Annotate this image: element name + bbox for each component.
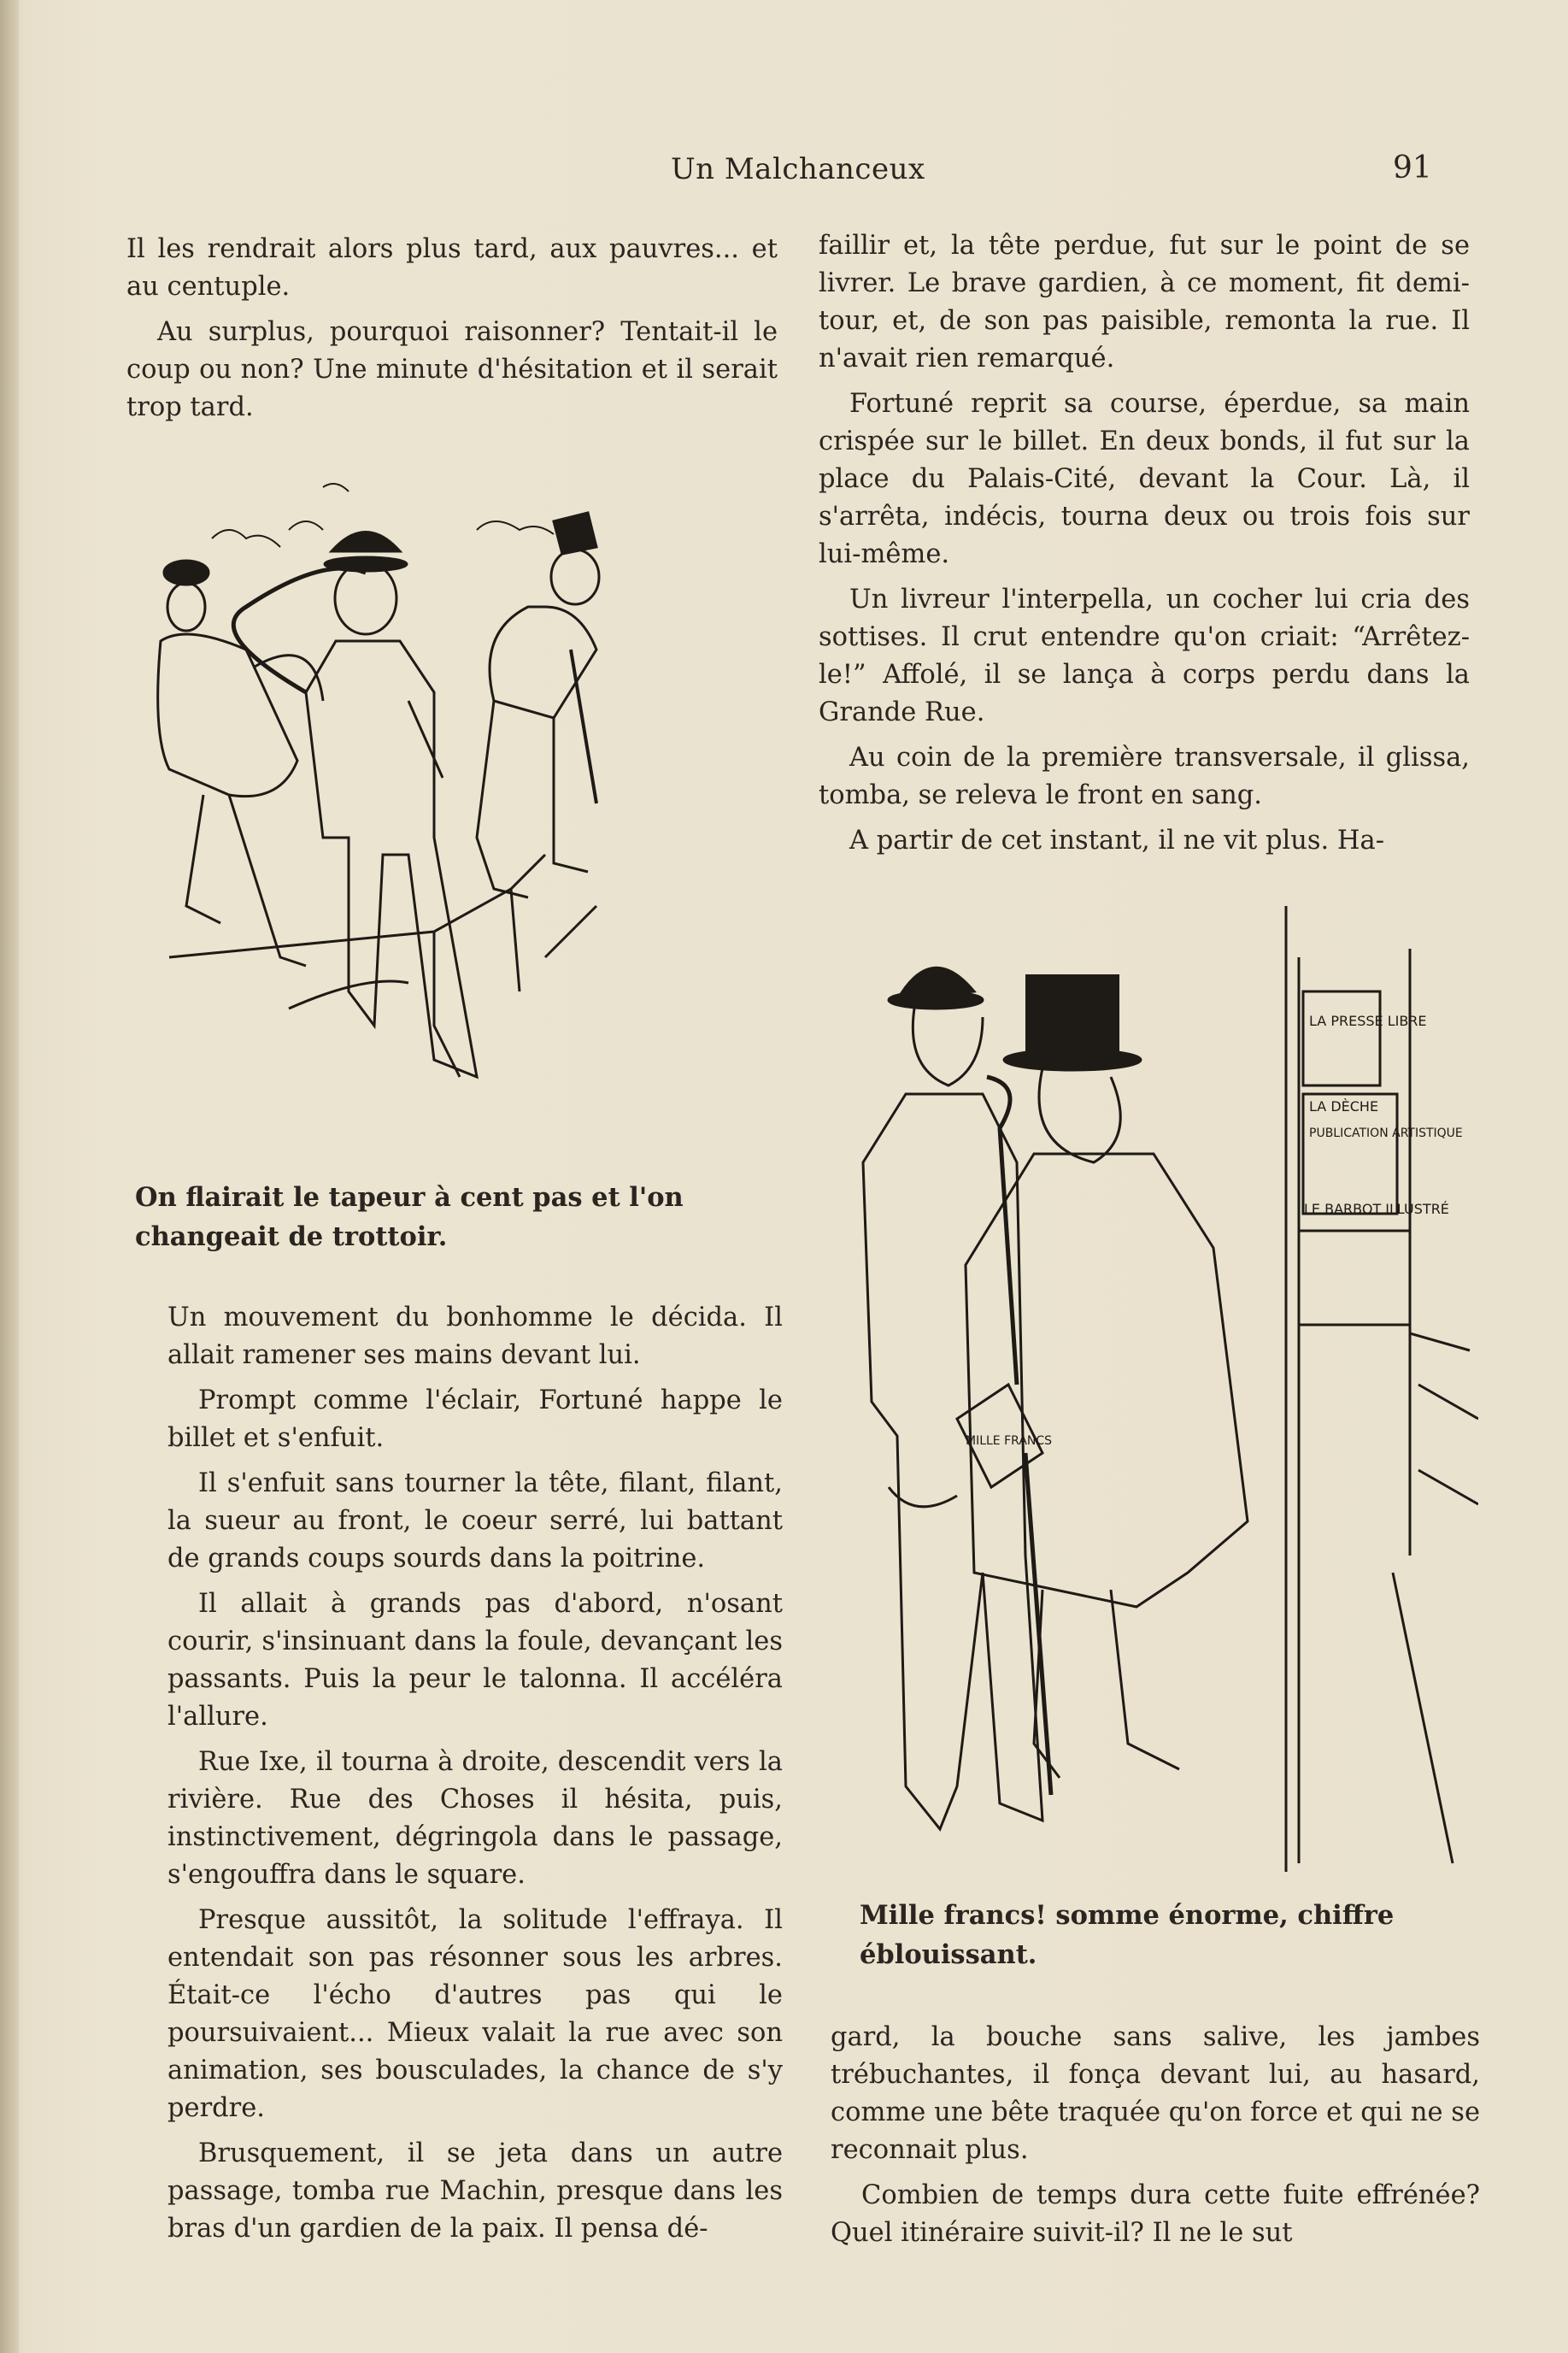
paragraph: Il allait à grands pas d'abord, n'osant courir, s'insinuant dans la foule, devançant les passants. Puis la peur le talonna. Il accéléra l'allure. <box>167 1589 783 1732</box>
paragraph: Il s'enfuit sans tourner la tête, filant, filant, la sueur au front, le coeur serré, lui battant de grands coups sourds dans la poitrine. <box>167 1468 783 1574</box>
paragraph: Brusquement, il se jeta dans un autre passage, tomba rue Machin, presque dans les bras d'un gardien de la paix. Il pensa dé- <box>167 2138 783 2244</box>
paragraph: Un mouvement du bonhomme le décida. Il allait ramener ses mains devant lui. <box>167 1303 783 1370</box>
paragraph: Fortuné reprit sa course, éperdue, sa main crispée sur le billet. En deux bonds, il fut sur la place du Palais-Cité, devant la Cour. Là, il s'arrêta, indécis, tourna deux ou trois fois sur lui-même. <box>819 389 1470 569</box>
paragraph: A partir de cet instant, il ne vit plus. Ha- <box>849 826 1385 856</box>
right-man-figure <box>477 513 599 897</box>
kiosk-sign-text: LA PRESSE LIBRE <box>1309 1013 1427 1029</box>
paragraph: faillir et, la tête perdue, fut sur le point de se livrer. Le brave gardien, à ce moment, fit demi-tour, et, de son pas paisible, remonta la rue. Il n'avait rien remarqué. <box>819 231 1470 374</box>
middle-man-figure <box>233 532 477 1078</box>
sidewalk-curb <box>169 855 596 1077</box>
top-hat-man-figure <box>957 974 1248 1795</box>
paragraph: Presque aussitôt, la solitude l'effraya. Il entendait son pas résonner sous les arbres. Était-ce l'écho d'autres pas qui le poursuivaient... Mieux valait la rue avec son animation, ses bousculades, la chance de s'y perdre. <box>167 1905 783 2123</box>
right-column-bottom-text <box>831 2019 1480 2260</box>
running-header-title: Un Malchanceux <box>671 152 925 186</box>
illustration-three-men-sidewalk <box>152 479 776 1162</box>
left-column-bottom-text <box>167 1299 783 2256</box>
kiosk-sign-text: PUBLICATION ARTISTIQUE <box>1309 1126 1463 1140</box>
right-column-top-text <box>819 227 1470 868</box>
right-illustration-caption: Mille francs! somme énorme, chiffre éblouissant. <box>860 1900 1395 1970</box>
left-column-top-text <box>126 231 778 434</box>
page-gutter <box>0 0 19 2353</box>
illustration-two-men-kiosk <box>854 906 1478 1889</box>
kiosk-wall <box>1286 906 1478 1872</box>
paragraph: Au surplus, pourquoi raisonner? Tentait-il le coup ou non? Une minute d'hésitation et il serait trop tard. <box>126 317 778 422</box>
paragraph: Combien de temps dura cette fuite effrénée? Quel itinéraire suivit-il? Il ne le sut <box>831 2180 1480 2248</box>
paragraph: Au coin de la première transversale, il glissa, tomba, se releva le front en sang. <box>819 743 1470 810</box>
paragraph: Un livreur l'interpella, un cocher lui cria des sottises. Il crut entendre qu'on criait: “Arrêtez-le!” Affolé, il se lança à corps perdu dans la Grande Rue. <box>819 585 1470 727</box>
kiosk-sign-text: LE BARBOT ILLUSTRÉ <box>1304 1201 1449 1217</box>
paragraph: Rue Ixe, il tourna à droite, descendit vers la rivière. Rue des Choses il hésita, puis, instinctivement, dégringola dans le passage, s'engouffra dans le square. <box>167 1747 783 1890</box>
paragraph: gard, la bouche sans salive, les jambes trébuchantes, il fonça devant lui, au hasard, comme une bête traquée qu'on force et qui ne se reconnait plus. <box>831 2022 1480 2165</box>
banknote-text: MILLE FRANCS <box>966 1434 1053 1448</box>
left-man-figure <box>158 561 323 966</box>
paragraph: Prompt comme l'éclair, Fortuné happe le billet et s'enfuit. <box>167 1385 783 1453</box>
page-number: 91 <box>1393 150 1432 185</box>
left-illustration-caption: On flairait le tapeur à cent pas et l'on changeait de trottoir. <box>135 1182 684 1252</box>
kiosk-sign-text: LA DÈCHE <box>1309 1098 1379 1115</box>
paragraph: Il les rendrait alors plus tard, aux pauvres... et au centuple. <box>126 234 778 302</box>
